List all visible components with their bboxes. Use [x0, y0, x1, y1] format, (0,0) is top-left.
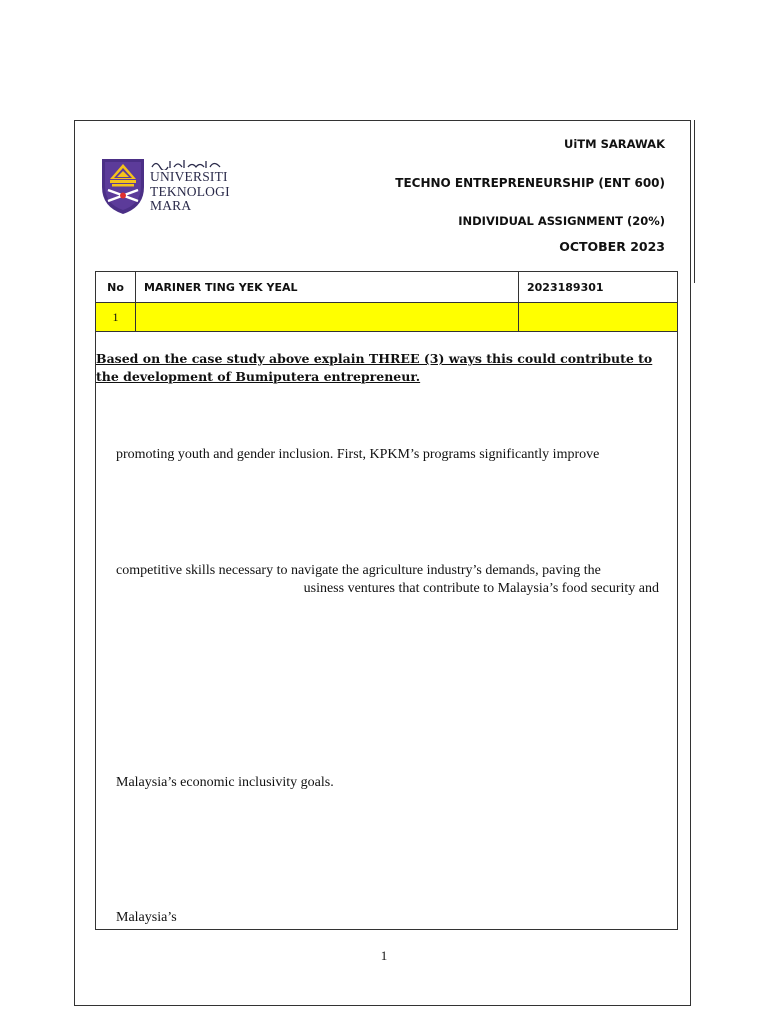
- assignment-label: INDIVIDUAL ASSIGNMENT (20%): [458, 214, 665, 228]
- student-name: MARINER TING YEK YEAL: [136, 272, 519, 303]
- question-text: [96, 350, 656, 386]
- date-label: OCTOBER 2023: [559, 239, 665, 254]
- logo-line-2: TEKNOLOGI: [150, 183, 230, 199]
- question-line-1: Based on the case study above explain THREE (3) ways this could contribute to: [96, 351, 653, 366]
- paragraph-2: competitive skills necessary to navigate the agriculture industry’s demands, paving the: [116, 563, 601, 578]
- course-title: TECHNO ENTREPRENEURSHIP (ENT 600): [395, 176, 665, 190]
- question-line-2: the development of Bumiputera entrepreneur.: [96, 369, 421, 384]
- frame-edge: [690, 120, 695, 283]
- paragraph-5: Malaysia’s: [116, 910, 177, 925]
- table-row-highlighted: [96, 303, 678, 332]
- paragraph-1: promoting youth and gender inclusion. First, KPKM’s programs significantly improve: [116, 447, 600, 462]
- table-row: [96, 272, 678, 303]
- student-info-table: [95, 271, 678, 332]
- logo-line-1: UNIVERSITI: [150, 169, 228, 184]
- col-no-header: No: [96, 272, 136, 303]
- logo-line-3: MARA: [150, 198, 192, 213]
- student-id: 2023189301: [519, 272, 678, 303]
- campus-label: UiTM SARAWAK: [564, 137, 665, 151]
- page-number: 1: [380, 948, 388, 963]
- answer-box: [95, 332, 678, 930]
- logo-wordmark: [150, 170, 230, 214]
- paragraph-4: Malaysia’s economic inclusivity goals.: [116, 775, 334, 790]
- paragraph-3: usiness ventures that contribute to Malaysia’s food security and: [303, 581, 659, 596]
- row-number: 1: [96, 303, 136, 332]
- empty-cell: [136, 303, 519, 332]
- empty-cell: [519, 303, 678, 332]
